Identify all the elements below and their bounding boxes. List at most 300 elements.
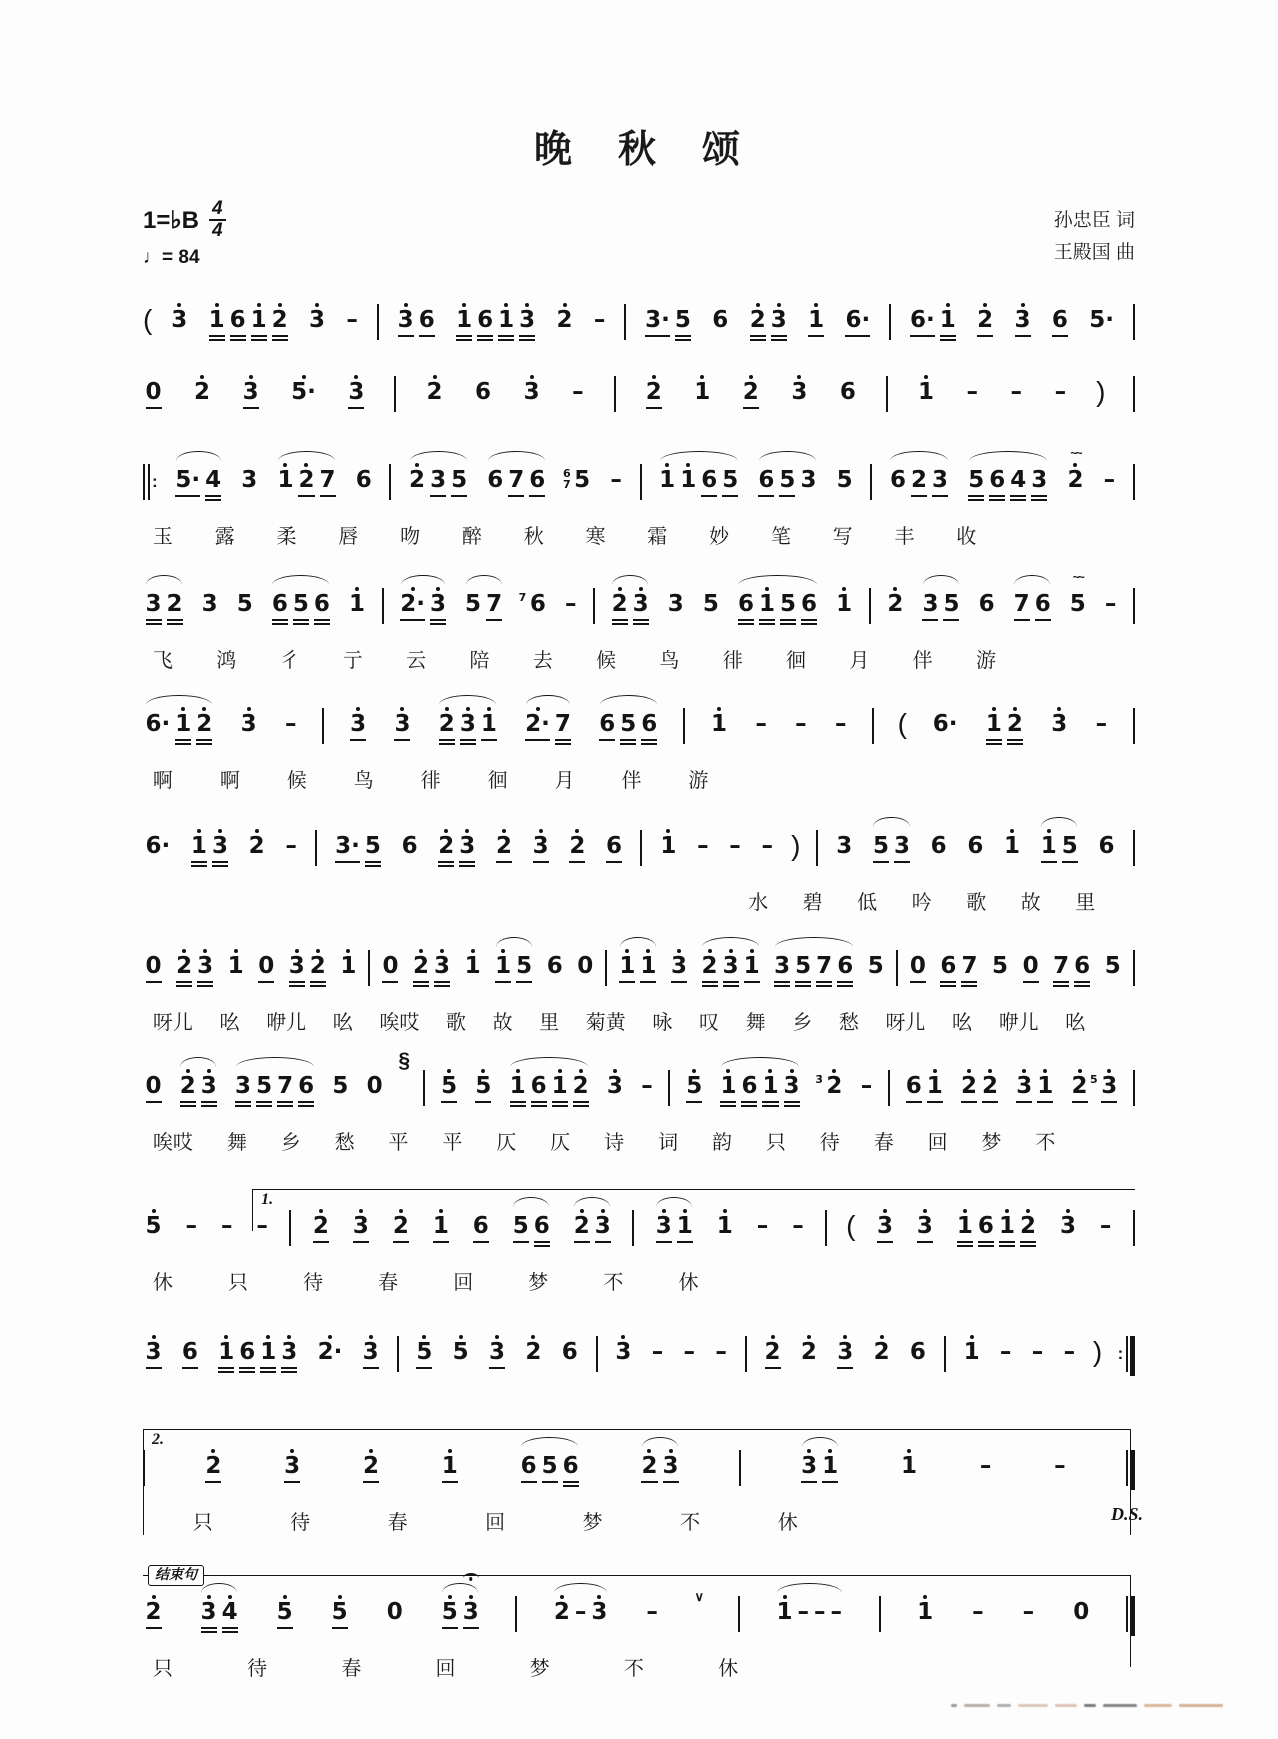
beam-line: [552, 1105, 568, 1107]
note-group: [473, 1065, 494, 1103]
note-digit: 0: [382, 953, 399, 979]
beam-line: [218, 1371, 234, 1373]
note-digit: –: [697, 833, 709, 859]
note: [681, 1331, 698, 1367]
lyric-syllable: 里: [539, 1012, 560, 1034]
note-group: [470, 1205, 491, 1243]
note-digit: 2: [611, 591, 628, 617]
beam-line: [416, 1367, 432, 1369]
lyric-syllable: 乡: [792, 1012, 813, 1034]
note-group: [269, 583, 332, 625]
note-digit: –: [1054, 379, 1067, 405]
note: [173, 459, 203, 501]
note-digit: 6: [533, 1213, 550, 1239]
lyric-syllable: 故: [1020, 892, 1041, 914]
octave-dot-slot: [278, 299, 282, 307]
note: [254, 1065, 275, 1107]
note: [203, 459, 224, 501]
note-group: [174, 945, 216, 987]
beam-lines: [612, 619, 628, 625]
note-digit: 6: [1034, 591, 1051, 617]
note-group: [225, 945, 246, 981]
beam-line: [574, 1241, 590, 1243]
octave-dot-slot: [723, 1205, 727, 1213]
note: [713, 1331, 730, 1367]
note: [219, 1591, 240, 1633]
note-digit: 3: [197, 953, 214, 979]
note-group: [789, 371, 810, 407]
note: [414, 1331, 435, 1369]
note: [941, 583, 962, 621]
grace-note: [519, 592, 527, 619]
note-digit: 2: [495, 833, 512, 859]
note: [965, 825, 986, 861]
note-digit: 6: [529, 591, 546, 617]
note-digit: 0: [145, 379, 162, 405]
note: [1020, 945, 1041, 983]
note-digit: 0: [577, 953, 594, 979]
octave-dot-slot: [338, 1591, 342, 1599]
score-line: [143, 371, 1135, 425]
note: [173, 703, 194, 745]
note-group: [192, 371, 213, 407]
beam-line: [393, 1241, 409, 1243]
note-digit: 2: [556, 307, 573, 333]
beam-lines: [1074, 981, 1090, 987]
beam-line: [720, 1101, 736, 1103]
note-digit: 6: [967, 833, 984, 859]
octave-dot-slot: [177, 299, 181, 307]
beam-line: [837, 1367, 853, 1369]
note-digit: 1: [260, 1339, 277, 1365]
note-group: [914, 1205, 935, 1243]
barline: [640, 464, 642, 500]
barline: [1133, 588, 1135, 624]
beam-lines: [363, 1367, 379, 1369]
score-line: [143, 945, 1135, 1035]
note-digit: 3: [1101, 1073, 1118, 1099]
note: [1011, 583, 1032, 621]
beam-line: [146, 1627, 162, 1629]
octave-dot-slot: [1043, 1065, 1047, 1073]
octave-dot-slot: [647, 1445, 651, 1453]
note-digit: 2: [800, 1339, 817, 1365]
note-digit: 6: [741, 1073, 758, 1099]
note-digit: –: [999, 1339, 1012, 1365]
note-digit: 0: [145, 1073, 162, 1099]
note-digit: 6: [758, 467, 775, 493]
note-digit: 1: [963, 1339, 980, 1365]
note-digit: –: [860, 1073, 873, 1099]
note-digit: 5: [795, 953, 812, 979]
octave-dot-slot: [1073, 459, 1077, 467]
lyric-syllable: 鸟: [353, 770, 374, 792]
note: [975, 299, 996, 337]
beam-line: [940, 985, 956, 987]
note-group: [364, 1065, 385, 1101]
note-digit: 0: [386, 1599, 403, 1625]
note-digit: 3: [770, 307, 787, 333]
beam-lines: [910, 335, 935, 337]
note-group: [718, 1065, 802, 1107]
lyric-syllable: 只: [152, 1658, 173, 1680]
beam-lines: [894, 861, 910, 863]
beam-line: [986, 739, 1002, 741]
lyrics-row: [153, 1006, 1085, 1035]
note: [798, 1331, 819, 1367]
note: [411, 945, 432, 987]
note-digit: 2: [392, 1213, 409, 1239]
note-digit: 1: [619, 953, 636, 979]
note: [1069, 1065, 1090, 1103]
beam-line: [430, 495, 446, 497]
note-digit: 2: [701, 953, 718, 979]
beam-lines: [363, 1481, 379, 1483]
note-digit: 1: [822, 1453, 839, 1479]
note-digit: 1: [1037, 1073, 1054, 1099]
note: [1102, 583, 1119, 619]
note-digit: 6: [839, 379, 856, 405]
note: [364, 1065, 385, 1101]
note: [315, 1331, 345, 1367]
note-digit: 3: [459, 711, 476, 737]
score-line: [143, 1568, 1135, 1681]
note-digit: –: [761, 833, 773, 859]
note: [592, 1205, 613, 1243]
note: [362, 825, 383, 867]
note-digit: 5: [416, 1339, 433, 1365]
beam-line: [475, 1101, 491, 1103]
beam-lines: [759, 619, 775, 625]
beam-line: [738, 619, 754, 621]
octave-dot-slot: [152, 1205, 156, 1213]
trill-icon: ~~: [1072, 570, 1083, 584]
note-digit: –: [285, 833, 297, 859]
note: [460, 1591, 481, 1629]
barline: [1133, 950, 1135, 986]
note-group: [976, 583, 997, 619]
beam-lines: [451, 495, 467, 497]
octave-dot-slot: [459, 1331, 463, 1339]
lyric-syllable: 唉哎: [152, 1132, 193, 1154]
beam-lines: [320, 495, 336, 497]
note-group: [239, 459, 260, 495]
octave-dot-slot: [471, 945, 475, 953]
beam-line: [957, 1245, 973, 1247]
note-group: [234, 583, 255, 619]
beam-lines: [473, 1241, 489, 1243]
beam-lines: [258, 981, 274, 983]
beam-line: [702, 981, 718, 983]
note-group: [604, 825, 625, 863]
note-digit: –: [1099, 1213, 1112, 1239]
note-group: [657, 459, 741, 497]
beam-line: [439, 743, 455, 745]
octave-dot-slot: [1107, 1065, 1111, 1073]
note: [1017, 1205, 1038, 1247]
beam-lines: [771, 335, 787, 341]
note-digit: 1: [640, 953, 657, 979]
octave-dot-slot: [249, 371, 253, 379]
note-digit: 6·: [145, 711, 171, 737]
beam-line: [743, 407, 759, 409]
beam-line: [519, 335, 535, 337]
beam-line: [363, 1481, 379, 1483]
note: [450, 1331, 471, 1367]
note-digit: 6: [1098, 833, 1115, 859]
note: [790, 1205, 807, 1241]
beam-line: [569, 861, 585, 863]
note: [527, 459, 548, 497]
note-digit: 0: [1022, 953, 1039, 979]
lyric-syllable: 咿儿: [266, 1012, 307, 1034]
watermark-mark: [1055, 1704, 1077, 1708]
note-digit: 2: [145, 1599, 162, 1625]
note: [777, 459, 798, 497]
beam-line: [442, 1627, 458, 1629]
note-group: [1011, 583, 1053, 621]
octave-dot-slot: [504, 299, 508, 307]
note: [756, 459, 777, 497]
note: [439, 1445, 460, 1483]
octave-dot-slot: [152, 1331, 156, 1339]
note: [653, 1205, 674, 1243]
note-digit: 7: [1053, 953, 1070, 979]
note-group: [315, 1331, 345, 1367]
octave-dot-slot: [346, 945, 350, 953]
note: [539, 1445, 560, 1487]
grace-digit: 6: [562, 467, 571, 480]
octave-dot-slot: [234, 945, 238, 953]
beam-line: [310, 985, 326, 987]
beam-lines: [640, 981, 656, 983]
lyric-syllable: 回: [453, 1272, 474, 1294]
note-group: [519, 583, 549, 619]
note-group: [977, 1445, 994, 1481]
note-group: [510, 1205, 552, 1247]
beam-line: [612, 623, 628, 625]
note-digit: 3: [932, 467, 949, 493]
beam-line: [1014, 619, 1030, 621]
barline-stroke: [1133, 708, 1135, 744]
barline-stroke: [1133, 830, 1135, 866]
note: [296, 1065, 317, 1107]
beam-line: [525, 739, 550, 741]
note-digit: 1: [710, 711, 727, 737]
beam-lines: [430, 495, 446, 497]
note-digit: 3: [594, 1213, 611, 1239]
note: [1020, 1591, 1037, 1627]
note-group: [360, 1331, 381, 1369]
note: [463, 583, 484, 621]
beam-lines: [348, 407, 364, 409]
note: [920, 583, 941, 621]
lyric-syllable: 游: [975, 650, 996, 672]
octave-dot-slot: [666, 825, 670, 833]
note-group: [1093, 703, 1110, 739]
beam-line: [845, 335, 870, 337]
beam-line: [982, 1101, 998, 1103]
note-digit: 1: [917, 1599, 934, 1625]
note-group: [333, 825, 384, 867]
beam-line: [877, 1241, 893, 1243]
note-digit: 1: [776, 1599, 793, 1625]
note-group: [436, 703, 499, 745]
octave-dot-slot: [618, 583, 622, 591]
beam-line: [201, 1101, 217, 1103]
beam-lines: [671, 981, 687, 983]
note-group: [870, 825, 912, 863]
note-digit: 1: [277, 467, 294, 493]
octave-dot-slot: [924, 371, 928, 379]
note: [665, 583, 686, 619]
note-group: [380, 945, 401, 983]
note-digit: 6: [606, 833, 623, 859]
note: [747, 299, 768, 341]
beam-line: [419, 335, 435, 337]
note: [275, 1065, 296, 1107]
note-digit: 5: [441, 1073, 458, 1099]
octave-dot-slot: [686, 459, 690, 467]
beam-line: [230, 335, 246, 337]
barline-stroke: [143, 464, 145, 500]
lyric-syllable: 愁: [838, 1012, 859, 1034]
lyric-syllable: 徘: [722, 650, 743, 672]
octave-dot-slot: [202, 703, 206, 711]
grace-note: [563, 468, 571, 495]
note: [1087, 299, 1117, 335]
note: [234, 583, 255, 619]
note: [1049, 299, 1070, 337]
barline-stroke: [596, 1336, 598, 1372]
note-group: [790, 1205, 807, 1241]
note-digit: 6·: [932, 711, 958, 737]
beam-lines: [922, 619, 938, 621]
note: [199, 583, 220, 619]
beam-lines: [513, 1241, 529, 1243]
beam-line: [363, 1367, 379, 1369]
note: [699, 459, 720, 497]
note-group: [798, 1331, 819, 1367]
beam-line: [1072, 1101, 1088, 1103]
note-group: [254, 1205, 271, 1241]
beam-lines: [394, 739, 410, 741]
beam-line: [272, 619, 288, 621]
beam-lines: [917, 1241, 933, 1243]
note: [970, 1591, 987, 1627]
repeat-begin-barline: [143, 464, 158, 500]
note: [346, 371, 367, 409]
note-digit: 1: [676, 1213, 693, 1239]
note-group: [928, 825, 949, 861]
beam-line: [808, 335, 824, 337]
octave-dot-slot: [207, 1591, 211, 1599]
note-digit: 2: [179, 1073, 196, 1099]
note-digit: 3: [662, 1453, 679, 1479]
lyric-syllable: 春: [873, 1132, 894, 1154]
beam-line: [940, 339, 956, 341]
note: [203, 1445, 224, 1483]
barline-stroke: [1130, 1336, 1135, 1376]
beam-line: [927, 1101, 943, 1103]
note-group: [898, 1445, 919, 1481]
note-group: [238, 703, 259, 739]
note-group: [885, 583, 906, 619]
note: [487, 1331, 508, 1369]
beam-lines: [1041, 861, 1057, 863]
lyric-syllable: 待: [303, 1272, 324, 1294]
octave-dot-slot: [433, 371, 437, 379]
note-group: [173, 459, 224, 501]
note: [1008, 459, 1029, 501]
note: [521, 371, 542, 407]
beam-lines: [542, 1481, 558, 1483]
beam-lines: [744, 981, 760, 983]
lyric-syllable: 休: [777, 1512, 798, 1534]
note-digit: –: [185, 1213, 197, 1239]
beam-line: [212, 865, 228, 867]
lyric-syllable: 待: [290, 1512, 311, 1534]
note-group: [1002, 825, 1023, 861]
note: [1035, 1065, 1056, 1103]
beam-line: [910, 981, 926, 983]
barline-stroke: [869, 588, 871, 624]
note: [799, 1445, 820, 1483]
beam-line: [272, 623, 288, 625]
note: [604, 1065, 625, 1101]
beam-lines: [911, 495, 927, 497]
note-group: [143, 1205, 164, 1241]
barline: [614, 376, 616, 412]
note: [874, 1205, 895, 1243]
music-row: [143, 371, 1135, 425]
octave-dot-slot: [967, 1065, 971, 1073]
barline-stroke: [668, 1070, 670, 1106]
beam-line: [633, 619, 649, 621]
note: [915, 371, 936, 407]
note: [1072, 945, 1093, 987]
note-digit: 1: [340, 953, 357, 979]
barline-stroke: [614, 376, 616, 412]
beam-lines: [534, 1241, 550, 1247]
note-digit: 3: [837, 1339, 854, 1365]
note: [227, 299, 248, 341]
beam-line: [400, 619, 425, 621]
beam-line: [489, 1367, 505, 1369]
beam-line: [640, 981, 656, 983]
note-digit: 6: [520, 1453, 537, 1479]
note: [1071, 1591, 1092, 1627]
octave-dot-slot: [665, 459, 669, 467]
lyric-syllable: 梦: [528, 1272, 549, 1294]
octave-dot-slot: [729, 945, 733, 953]
beam-lines: [146, 1101, 162, 1103]
note: [493, 825, 514, 863]
barline-stroke: [888, 1070, 890, 1106]
note: [286, 945, 307, 987]
note: [672, 299, 693, 341]
beam-lines: [845, 335, 870, 337]
note-group: [639, 1445, 681, 1483]
beam-lines: [619, 981, 635, 983]
note-group: [1096, 825, 1117, 861]
beam-lines: [620, 739, 636, 745]
barline: [1133, 464, 1135, 500]
note-group: [887, 459, 950, 497]
note: [739, 1065, 760, 1107]
beam-lines: [475, 1101, 491, 1103]
note-group: [639, 1065, 656, 1101]
